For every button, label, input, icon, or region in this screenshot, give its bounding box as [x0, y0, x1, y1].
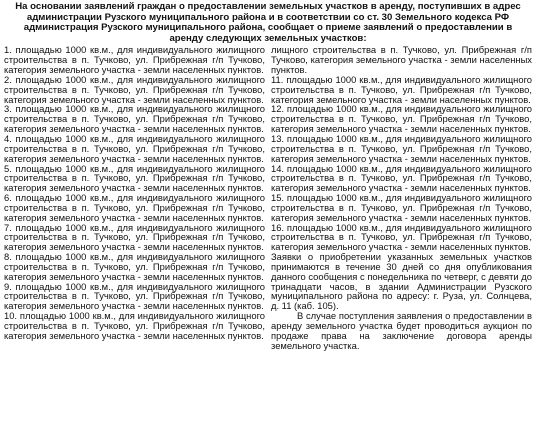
item-text: площадью 1000 кв.м., для индивидуального жилищного строительства в п. Тучково, ул. Прибрежная г/п Тучково, категория земельного участка - земли населенных пунктов.	[271, 73, 532, 105]
list-item-8	[4, 252, 265, 282]
list-item-10	[4, 311, 265, 341]
item-text: площадью 1000 кв.м., для индивидуального жилищного строительства в п. Тучково, ул. Прибрежная г/п Тучково, категория земельного участка - земли населенных пунктов.	[4, 280, 265, 312]
item-text: площадью 1000 кв.м., для индивидуального жилищного строительства в п. Тучково, ул. Прибрежная г/п Тучково, категория земельного участка - земли населенных пунктов.	[4, 310, 265, 341]
item-number: 5.	[4, 162, 12, 174]
item-number: 7.	[4, 221, 12, 233]
notice-header: На основании заявлений граждан о предоставлении земельных участков в аренду, поступивших в адрес администрации Рузского муниципального района и в соответствии со ст. 30 Земельного кодекса РФ администрация Рузского муниципального района, сообщает о приеме заявлений о предоставлении в аренду следующих земельных участков:	[15, 1, 521, 44]
item-text: площадью 1000 кв.м., для индивидуального жилищного строительства в п. Тучково, ул. Прибрежная г/п Тучково, категория земельного участка - земли населенных пунктов.	[4, 132, 265, 164]
item-number: 15.	[271, 192, 285, 204]
text-columns	[4, 45, 532, 350]
list-item-15	[271, 193, 532, 223]
list-item-14	[271, 164, 532, 194]
item-text: площадью 1000 кв.м., для индивидуального жилищного строительства в п. Тучково, ул. Прибрежная г/п Тучково, категория земельного участка - земли населенных пунктов.	[271, 221, 532, 253]
item-text: площадью 1000 кв.м., для индивидуального жилищного строительства в п. Тучково, ул. Прибрежная г/п Тучково, категория земельного участка - земли населенных пунктов.	[4, 251, 265, 282]
list-item-7	[4, 223, 265, 253]
list-item-9	[4, 282, 265, 312]
list-item-2	[4, 75, 265, 105]
list-item-13	[271, 134, 532, 164]
list-item-16	[271, 223, 532, 253]
item-number: 10.	[4, 310, 18, 322]
item-text: площадью 1000 кв.м., для индивидуального жилищного строительства в п. Тучково, ул. Прибрежная г/п Тучково, категория земельного участка - земли населенных пунктов.	[271, 132, 532, 164]
item-text: площадью 1000 кв.м., для индивидуального жилищного строительства в п. Тучково, ул. Прибрежная г/п Тучково, категория земельного участка - земли населенных пунктов.	[4, 45, 265, 76]
list-item-5	[4, 164, 265, 194]
item-text: площадью 1000 кв.м., для индивидуального жилищного строительства в п. Тучково, ул. Прибрежная г/п Тучково, категория земельного участка - земли населенных пунктов.	[4, 192, 265, 223]
item-number: 16.	[271, 221, 285, 233]
right-column	[271, 45, 532, 350]
item-number: 9.	[4, 280, 12, 292]
item-text: площадью 1000 кв.м., для индивидуального жилищного строительства в п. Тучково, ул. Прибрежная г/п Тучково, категория земельного участка - земли населенных пунктов.	[4, 162, 265, 194]
list-item-3	[4, 104, 265, 134]
item-number: 1.	[4, 45, 12, 56]
item-text: площадью 1000 кв.м., для индивидуального жилищного строительства в п. Тучково, ул. Прибрежная г/п Тучково, категория земельного участка - земли населенных пунктов.	[271, 162, 532, 194]
list-item-12	[271, 104, 532, 134]
item-text: площадью 1000 кв.м., для индивидуального жилищного строительства в п. Тучково, ул. Прибрежная г/п Тучково, категория земельного участка - земли населенных пунктов.	[271, 103, 532, 135]
item-number: 3.	[4, 103, 12, 115]
item-number: 14.	[271, 162, 285, 174]
item-number: 12.	[271, 103, 285, 115]
item-number: 13.	[271, 132, 285, 144]
list-item-11	[271, 75, 532, 105]
list-item-4	[4, 134, 265, 164]
item-text: площадью 1000 кв.м., для индивидуального жилищного строительства в п. Тучково, ул. Прибрежная г/п Тучково, категория земельного участка - земли населенных пунктов.	[4, 221, 265, 253]
item-text: площадью 1000 кв.м., для индивидуального жилищного строительства в п. Тучково, ул. Прибрежная г/п Тучково, категория земельного участка - земли населенных пунктов.	[4, 73, 265, 105]
applications-note: Заявки о приобретении указанных земельных участков принимаются в течение 30 дней со дня опубликования данного сообщения с понедельника по четверг, с девяти до тринадцати часов, в здании Администрации Рузского муниципального района по адресу: г. Руза, ул. Солнцева, д. 11 (каб. 105).	[271, 251, 532, 312]
item-number: 8.	[4, 251, 12, 263]
item-number: 11.	[271, 73, 284, 85]
item-number: 6.	[4, 192, 12, 204]
item-number: 2.	[4, 73, 12, 85]
item-text: площадью 1000 кв.м., для индивидуального жилищного строительства в п. Тучково, ул. Прибрежная г/п Тучково, категория земельного участка - земли населенных пунктов.	[271, 192, 532, 223]
list-item-1	[4, 45, 265, 75]
auction-note: В случае поступления заявления о предоставлении в аренду земельного участка будет проводиться аукцион по продаже права на заключение договора аренды земельного участка.	[271, 310, 532, 351]
left-column	[4, 45, 265, 350]
list-item-10-continued: лищного строительства в п. Тучково, ул. Прибрежная г/п Тучково, категория земельного участка - земли населенных пунктов.	[271, 45, 532, 76]
item-text: площадью 1000 кв.м., для индивидуального жилищного строительства в п. Тучково, ул. Прибрежная г/п Тучково, категория земельного участка - земли населенных пунктов.	[4, 103, 265, 135]
list-item-6	[4, 193, 265, 223]
item-number: 4.	[4, 132, 12, 144]
